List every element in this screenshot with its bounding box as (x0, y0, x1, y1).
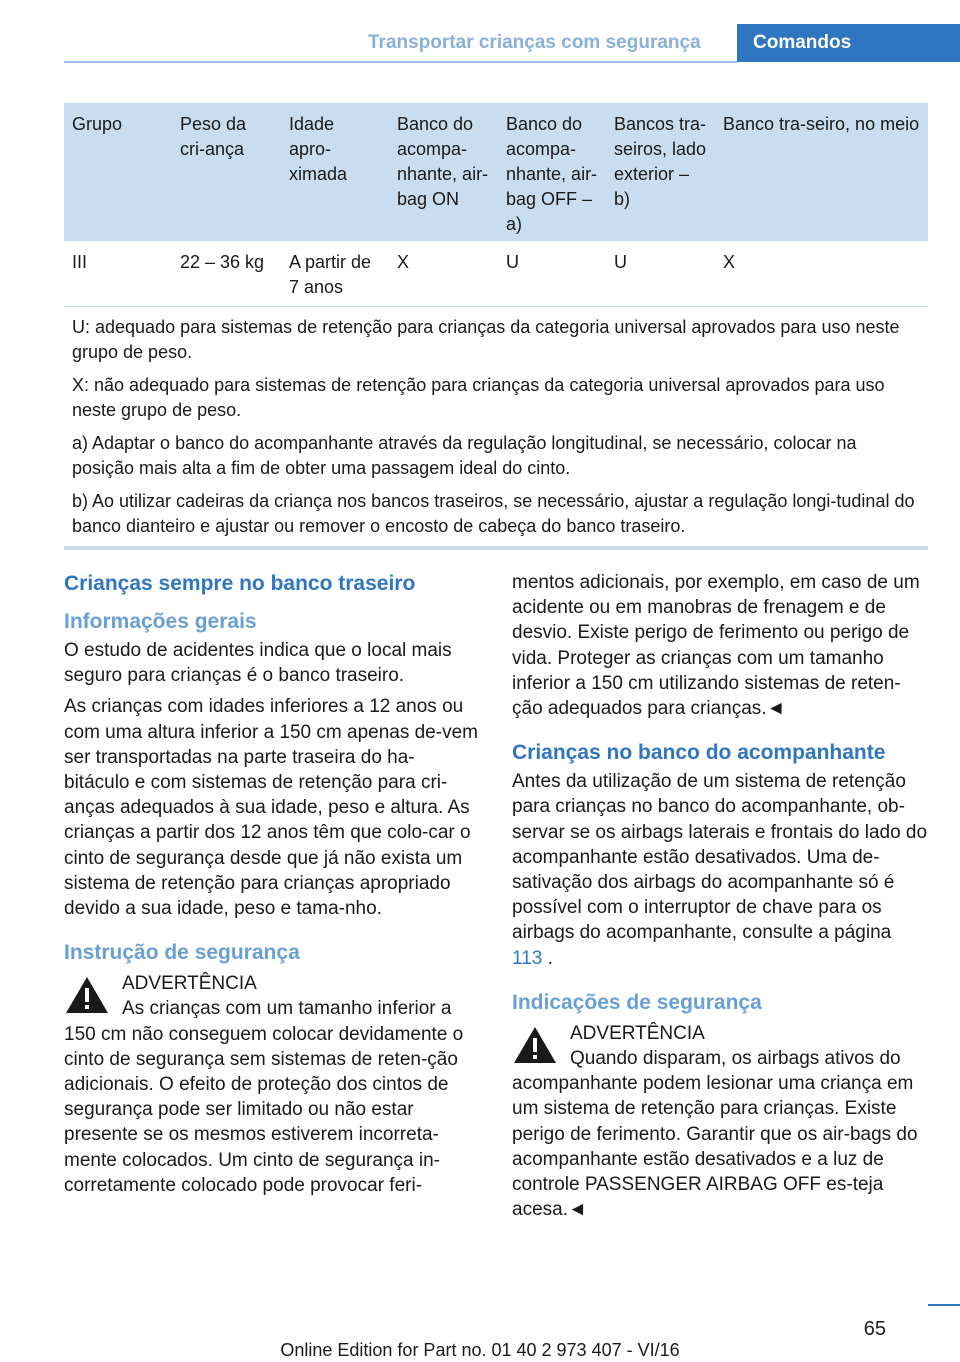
note-b: b) Ao utilizar cadeiras da criança nos bancos traseiros, se necessário, ajustar a regulação longi-tudinal do banco dianteiro e ajustar ou remover o encosto de cabeça do banco traseiro. (72, 491, 915, 536)
note-a: a) Adaptar o banco do acompanhante através da regulação longitudinal, se necessário, colocar na posição mais alta a fim de obter uma passagem ideal do cinto. (72, 433, 857, 478)
warning-block (512, 1019, 928, 1223)
col-header-grupo: Grupo (64, 103, 172, 241)
col-header-acompanhante-on: Banco do acompa-nhante, air-bag ON (389, 103, 498, 241)
header-section-title: Transportar crianças com segurança (368, 32, 701, 53)
col-header-peso: Peso da cri-ança (172, 103, 281, 241)
paragraph-antes-utilizacao-text: Antes da utilização de um sistema de retenção para crianças no banco do acompanhante, ob-servar se os airbags laterais e frontais do lado do acompanhante estão desativados. Uma de-sativação dos airbags do acompanhante só é possível com o interruptor de chave para os airbags do acompanhante, consulte a página (512, 771, 928, 944)
paragraph-continuation: mentos adicionais, por exemplo, em caso de um acidente ou em manobras de frenagem e de desvio. Existe perigo de ferimento ou perigo de vida. Proteger as crianças com um tamanho inferior a 150 cm utilizando sistemas de reten-ção adequados para crianças.◄ (512, 572, 920, 720)
paragraph-estudo-acidentes: O estudo de acidentes indica que o local mais seguro para crianças é o banco traseiro. (64, 640, 452, 687)
table-notes (64, 307, 928, 552)
cell-traseiro-meio: X (715, 241, 928, 307)
left-column (64, 570, 480, 1198)
header-tab-comandos[interactable]: Comandos (737, 24, 960, 62)
warning-label: ADVERTÊNCIA (570, 1022, 705, 1044)
section-divider (64, 546, 928, 550)
right-column (512, 570, 928, 1222)
table-row (64, 241, 928, 307)
cell-grupo: III (64, 241, 172, 307)
page-link-113[interactable]: 113 (512, 947, 543, 969)
warning-text: Quando disparam, os airbags ativos do acompanhante podem lesionar uma criança em um sistema de retenção para crianças. Existe perigo de ferimento. Garantir que os air-bags do acompanhante estão desativados e a luz de controle PASSENGER AIRBAG OFF es-teja acesa.◄ (512, 1048, 918, 1221)
col-header-traseiros-exterior: Bancos tra-seiros, lado exterior – b) (606, 103, 715, 241)
warning-text: As crianças com um tamanho inferior a 150 cm não conseguem colocar devidamente o cinto de segurança sem sistemas de reten-ção adicionais. O efeito de proteção dos cintos de segurança pode ser limitado ou não estar presente se os mesmos estiverem incorreta-mente colocados. Um cinto de segurança in-corretamente colocado pode provocar feri- (64, 998, 464, 1196)
paragraph-idades: As crianças com idades inferiores a 12 anos ou com uma altura inferior a 150 cm apenas de-vem ser transportadas na parte traseira do ha-bitáculo e com sistemas de retenção para cri-anças adequados à sua idade, peso e altura. As crianças a partir dos 12 anos têm que colo-car o cinto de segurança desde que já não exista um sistema de retenção para crianças apropriado devido a sua idade, peso e tama-nho. (64, 696, 478, 920)
col-header-traseiro-meio: Banco tra-seiro, no meio (715, 103, 928, 241)
page-number: 65 (863, 1318, 886, 1340)
paragraph-antes-utilizacao (512, 769, 928, 971)
child-seat-group-table (64, 103, 928, 551)
header-rule (64, 61, 737, 63)
col-header-idade: Idade apro-ximada (281, 103, 389, 241)
col-header-acompanhante-off: Banco do acompa-nhante, air-bag OFF – a) (498, 103, 606, 241)
subheading-indicacoes-seguranca: Indicações de segurança (512, 990, 762, 1014)
footer-edition: Online Edition for Part no. 01 40 2 973 407 - VI/16 (280, 1340, 680, 1360)
table-notes-row (64, 307, 928, 552)
cell-acompanhante-off: U (498, 241, 606, 307)
subheading-instrucao-seguranca: Instrução de segurança (64, 941, 300, 965)
note-u: U: adequado para sistemas de retenção para crianças da categoria universal aprovados para uso neste grupo de peso. (72, 317, 900, 362)
page-header (0, 24, 960, 62)
warning-label: ADVERTÊNCIA (122, 973, 257, 995)
cell-peso: 22 – 36 kg (172, 241, 281, 307)
subheading-informacoes-gerais: Informações gerais (64, 610, 257, 633)
cell-acompanhante-on: X (389, 241, 498, 307)
warning-triangle-icon (64, 975, 110, 1015)
warning-triangle-icon (512, 1025, 558, 1065)
note-x: X: não adequado para sistemas de retenção para crianças da categoria universal aprovados para uso neste grupo de peso. (72, 375, 885, 420)
cell-traseiros-exterior: U (606, 241, 715, 307)
section-title-banco-acompanhante: Crianças no banco do acompanhante (512, 741, 886, 765)
table-header-row (64, 103, 928, 241)
cell-idade: A partir de 7 anos (281, 241, 389, 307)
warning-block (64, 969, 480, 1198)
footer-rule (928, 1304, 960, 1306)
paragraph-tail: . (542, 947, 553, 969)
section-title-banco-traseiro: Crianças sempre no banco traseiro (64, 572, 416, 595)
